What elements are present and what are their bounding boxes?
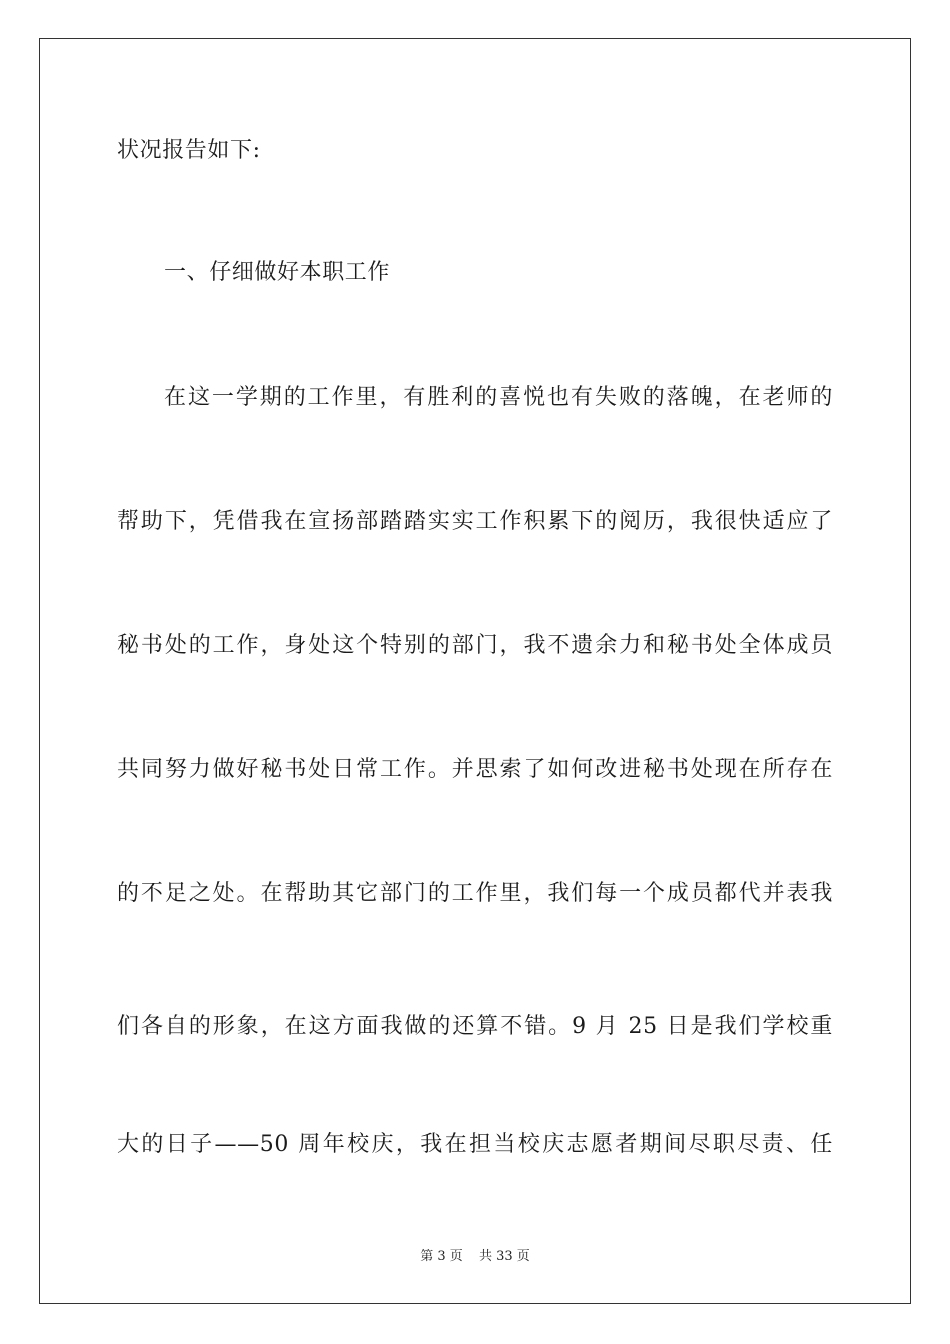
text-line-6: 共同努力做好秘书处日常工作。并思索了如何改进秘书处现在所存在 [117,757,833,782]
section-heading: 一、仔细做好本职工作 [164,260,391,285]
page-border [39,38,911,1304]
text-line-3: 在这一学期的工作里，有胜利的喜悦也有失败的落魄，在老师的 [164,385,833,410]
text-line-1: 状况报告如下: [117,138,261,163]
page-footer [0,1248,950,1266]
text-line-8: 们各自的形象，在这方面我做的还算不错。9 月 25 日是我们学校重 [117,1014,833,1039]
text-line-9: 大的日子——50 周年校庆，我在担当校庆志愿者期间尽职尽责、任 [117,1132,833,1157]
page-number: 第 3 页 [420,1249,463,1264]
text-line-4: 帮助下，凭借我在宣扬部踏踏实实工作积累下的阅历，我很快适应了 [117,509,833,534]
text-line-5: 秘书处的工作，身处这个特别的部门，我不遗余力和秘书处全体成员 [117,633,833,658]
page-total: 共 33 页 [478,1249,530,1264]
text-line-7: 的不足之处。在帮助其它部门的工作里，我们每一个成员都代并表我 [117,881,833,906]
